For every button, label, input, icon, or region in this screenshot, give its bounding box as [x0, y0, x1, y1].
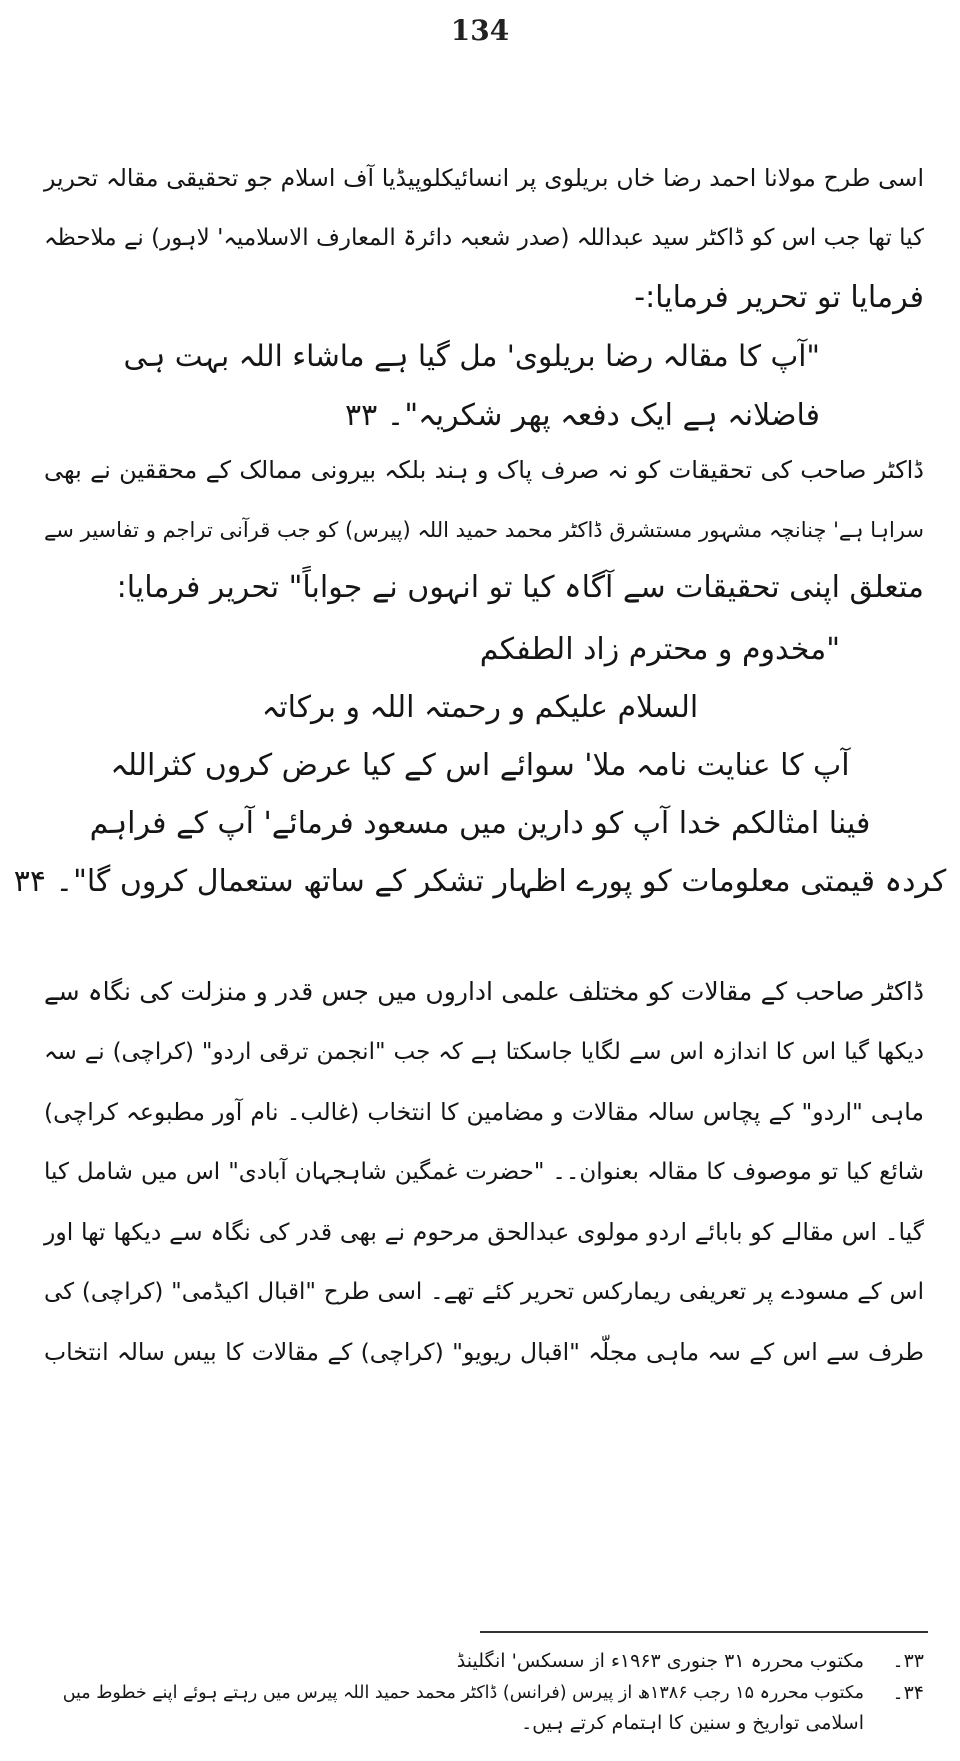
footnote-33-number: ۳۳۔ [892, 1650, 924, 1672]
footnote-34-number: ۳۴۔ [892, 1682, 924, 1704]
paragraph-3-line-5: گیا۔ اس مقالے کو بابائے اردو مولوی عبدالحق مرحوم نے بھی قدر کی نگاہ سے دیکھا تھا اور [44, 1218, 924, 1246]
footnote-34-text-line-1: مکتوب محررہ ۱۵ رجب ۱۳۸۶ھ از پیرس (فرانس) ڈاکٹر محمد حمید اللہ پیرس میں رہتے ہوئے اپنے خطوط میں [62, 1683, 864, 1703]
paragraph-2-line-3: متعلق اپنی تحقیقات سے آگاہ کیا تو انہوں نے جواباً" تحریر فرمایا: [116, 570, 924, 605]
paragraph-2-line-2: سراہا ہے' چنانچہ مشہور مستشرق ڈاکٹر محمد حمید اللہ (پیرس) کو جب قرآنی تراجم و تفاسیر سے [44, 518, 924, 542]
paragraph-3-line-2: دیکھا گیا اس کا اندازہ اس سے لگایا جاسکتا ہے کہ جب "انجمن ترقی اردو" (کراچی) نے سہ [44, 1039, 924, 1065]
footnote-33-text: مکتوب محررہ ۳۱ جنوری ۱۹۶۳ء از سسکس' انگلینڈ [456, 1650, 864, 1672]
paragraph-1-line-2: کیا تھا جب اس کو ڈاکٹر سید عبداللہ (صدر شعبہ دائرۃ المعارف الاسلامیہ' لاہور) نے ملاحظہ [44, 225, 924, 251]
letter-line-3: کردہ قیمتی معلومات کو پورے اظہار تشکر کے ساتھ ستعمال کروں گا"۔ ۳۴ [13, 864, 947, 899]
letter-line-1: آپ کا عنایت نامہ ملا' سوائے اس کے کیا عرض کروں کثراللہ [110, 748, 850, 783]
letter-line-2: فینا امثالکم خدا آپ کو دارین میں مسعود فرمائے' آپ کے فراہم [89, 806, 871, 841]
quote-1-line-1: "آپ کا مقالہ رضا بریلوی' مل گیا ہے ماشاء اللہ بہت ہی [123, 339, 820, 373]
page-number: 134 [450, 14, 510, 47]
footnote-divider [480, 1631, 928, 1633]
paragraph-1-line-1: اسی طرح مولانا احمد رضا خاں بریلوی پر انسائیکلوپیڈیا آف اسلام جو تحقیقی مقالہ تحریر [44, 164, 924, 192]
letter-salutation: "مخدوم و محترم زاد الطفکم [479, 632, 840, 667]
paragraph-3-line-6: اس کے مسودے پر تعریفی ریمارکس تحریر کئے تھے۔ اسی طرح "اقبال اکیڈمی" (کراچی) کی [44, 1279, 924, 1305]
paragraph-2-line-1: ڈاکٹر صاحب کی تحقیقات کو نہ صرف پاک و ہند بلکہ بیرونی ممالک کے محققین نے بھی [44, 456, 924, 484]
paragraph-3-line-3: ماہی "اردو" کے پچاس سالہ مقالات و مضامین کا انتخاب (غالب۔ نام آور مطبوعہ کراچی) [44, 1098, 924, 1126]
letter-greeting: السلام علیکم و رحمتہ اللہ و برکاتہ [261, 690, 699, 725]
paragraph-3-line-7: طرف سے اس کے سہ ماہی مجلّہ "اقبال ریویو" (کراچی) کے مقالات کا بیس سالہ انتخاب [44, 1338, 924, 1366]
paragraph-3-line-1: ڈاکٹر صاحب کے مقالات کو مختلف علمی اداروں میں جس قدر و منزلت کی نگاہ سے [44, 977, 924, 1006]
paragraph-3-line-4: شائع کیا تو موصوف کا مقالہ بعنوان۔۔ "حضرت غمگین شاہجہان آبادی" اس میں شامل کیا [44, 1159, 924, 1185]
footnote-34-text-line-2: اسلامی تواریخ و سنین کا اہتمام کرتے ہیں۔ [521, 1712, 864, 1734]
paragraph-1-line-3: فرمایا تو تحریر فرمایا:- [634, 280, 924, 315]
quote-1-line-2: فاضلانہ ہے ایک دفعہ پھر شکریہ"۔ ۳۳ [345, 398, 820, 433]
